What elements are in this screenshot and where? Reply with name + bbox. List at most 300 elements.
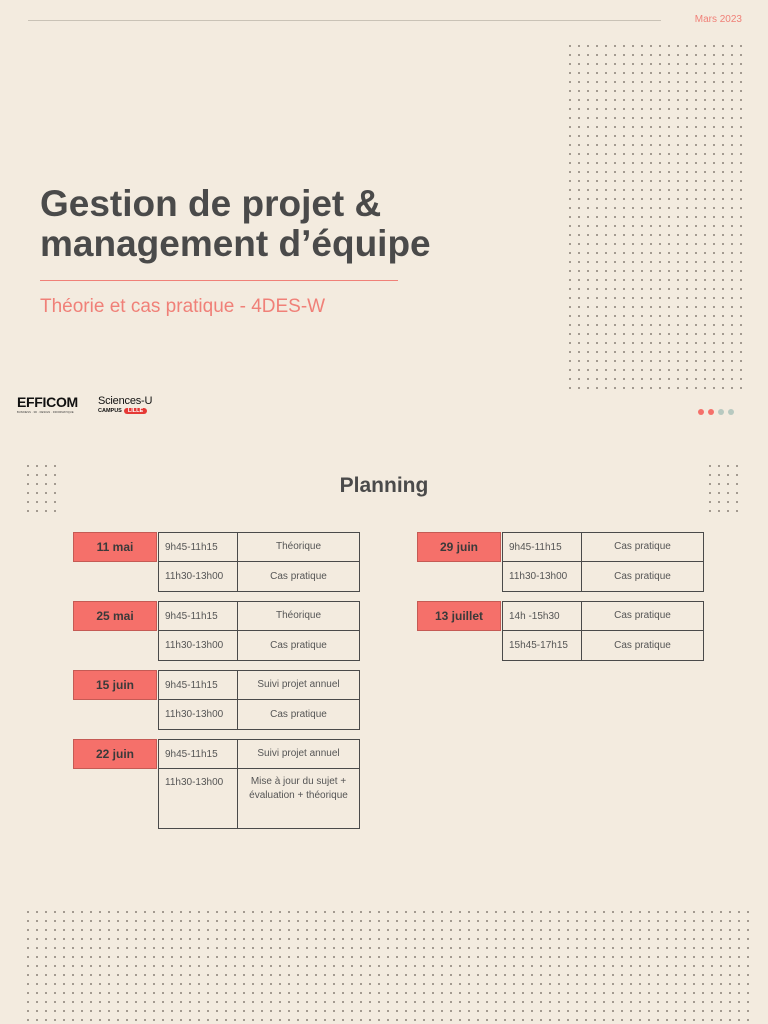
decorative-dot <box>405 965 407 967</box>
decorative-dot <box>747 965 749 967</box>
decorative-dot <box>369 974 371 976</box>
decorative-dot <box>261 1001 263 1003</box>
decorative-dot <box>396 938 398 940</box>
decorative-dot <box>587 252 589 254</box>
decorative-dot <box>558 1010 560 1012</box>
decorative-dot <box>569 144 571 146</box>
decorative-dot <box>677 54 679 56</box>
decorative-dot <box>605 198 607 200</box>
decorative-dot <box>612 965 614 967</box>
decorative-dot <box>153 974 155 976</box>
decorative-dot <box>36 956 38 958</box>
decorative-dot <box>540 992 542 994</box>
decorative-dot <box>668 297 670 299</box>
decorative-dot <box>351 947 353 949</box>
decorative-dot <box>731 135 733 137</box>
decorative-dot <box>288 947 290 949</box>
decorative-dot <box>540 1001 542 1003</box>
decorative-dot <box>567 956 569 958</box>
decorative-dot <box>731 54 733 56</box>
decorative-dot <box>612 911 614 913</box>
decorative-dot <box>569 243 571 245</box>
efficom-logo <box>17 395 87 414</box>
page-title-line-1: Gestion de projet & <box>40 183 382 224</box>
decorative-dot <box>704 243 706 245</box>
decorative-dot <box>477 938 479 940</box>
decorative-dot <box>605 54 607 56</box>
decorative-dot <box>594 911 596 913</box>
decorative-dot <box>666 1019 668 1021</box>
decorative-dot <box>641 90 643 92</box>
decorative-dot <box>549 1001 551 1003</box>
decorative-dot <box>677 342 679 344</box>
decorative-dot <box>693 965 695 967</box>
decorative-dot <box>587 162 589 164</box>
decorative-dot <box>578 81 580 83</box>
decorative-dot <box>704 288 706 290</box>
decorative-dot <box>513 956 515 958</box>
decorative-dot <box>243 938 245 940</box>
decorative-dot <box>117 992 119 994</box>
decorative-dot <box>495 956 497 958</box>
decorative-dot <box>596 225 598 227</box>
decorative-dot <box>659 270 661 272</box>
decorative-dot <box>659 126 661 128</box>
decorative-dot <box>614 252 616 254</box>
decorative-dot <box>315 947 317 949</box>
decorative-dot <box>740 54 742 56</box>
decorative-dot <box>261 929 263 931</box>
decorative-dot <box>675 974 677 976</box>
decorative-dot <box>596 279 598 281</box>
decorative-dot <box>234 929 236 931</box>
decorative-dot <box>558 983 560 985</box>
decorative-dot <box>729 1019 731 1021</box>
decorative-dot <box>567 1010 569 1012</box>
decorative-dot <box>747 956 749 958</box>
decorative-dot <box>423 983 425 985</box>
decorative-dot <box>695 207 697 209</box>
decorative-dot <box>432 1010 434 1012</box>
decorative-dot <box>702 947 704 949</box>
decorative-dot <box>587 207 589 209</box>
decorative-dot <box>722 153 724 155</box>
decorative-dot <box>587 189 589 191</box>
decorative-dot <box>450 983 452 985</box>
decorative-dot <box>405 929 407 931</box>
decorative-dot <box>198 992 200 994</box>
decorative-dot <box>713 243 715 245</box>
decorative-dot <box>684 947 686 949</box>
decorative-dot <box>387 938 389 940</box>
decorative-dot <box>578 288 580 290</box>
decorative-dot <box>659 279 661 281</box>
decorative-dot <box>567 947 569 949</box>
decorative-dot <box>740 90 742 92</box>
decorative-dot <box>216 911 218 913</box>
decorative-dot <box>668 216 670 218</box>
decorative-dot <box>171 1010 173 1012</box>
decorative-dot <box>587 351 589 353</box>
decorative-dot <box>702 965 704 967</box>
decorative-dot <box>659 351 661 353</box>
decorative-dot <box>351 1010 353 1012</box>
decorative-dot <box>668 333 670 335</box>
decorative-dot <box>450 974 452 976</box>
title-divider <box>40 280 398 281</box>
decorative-dot <box>614 189 616 191</box>
decorative-dot <box>713 126 715 128</box>
decorative-dot <box>90 911 92 913</box>
decorative-dot <box>695 270 697 272</box>
decorative-dot <box>504 947 506 949</box>
decorative-dot <box>63 1001 65 1003</box>
decorative-dot <box>198 965 200 967</box>
decorative-dot <box>441 974 443 976</box>
decorative-dot <box>54 974 56 976</box>
decorative-dot <box>695 63 697 65</box>
decorative-dot <box>495 911 497 913</box>
decorative-dot <box>650 288 652 290</box>
decorative-dot <box>747 911 749 913</box>
decorative-dot <box>659 216 661 218</box>
decorative-dot <box>650 351 652 353</box>
decorative-dot <box>171 938 173 940</box>
decorative-dot <box>450 1001 452 1003</box>
decorative-dot <box>641 387 643 389</box>
decorative-dot <box>45 938 47 940</box>
decorative-dot <box>693 974 695 976</box>
decorative-dot <box>216 965 218 967</box>
decorative-dot <box>207 992 209 994</box>
decorative-dot <box>324 1001 326 1003</box>
decorative-dot <box>297 974 299 976</box>
decorative-dot <box>423 938 425 940</box>
decorative-dot <box>641 225 643 227</box>
decorative-dot <box>722 333 724 335</box>
decorative-dot <box>569 342 571 344</box>
decorative-dot <box>614 360 616 362</box>
decorative-dot <box>567 920 569 922</box>
decorative-dot <box>677 144 679 146</box>
decorative-dot <box>740 306 742 308</box>
decorative-dot <box>423 1010 425 1012</box>
decorative-dot <box>45 929 47 931</box>
decorative-dot <box>668 144 670 146</box>
decorative-dot <box>686 387 688 389</box>
decorative-dot <box>441 947 443 949</box>
decorative-dot <box>623 72 625 74</box>
decorative-dot <box>605 180 607 182</box>
decorative-dot <box>90 947 92 949</box>
decorative-dot <box>504 992 506 994</box>
decorative-dot <box>396 965 398 967</box>
decorative-dot <box>207 956 209 958</box>
decorative-dot <box>587 99 589 101</box>
decorative-dot <box>99 938 101 940</box>
decorative-dot <box>695 279 697 281</box>
decorative-dot <box>396 920 398 922</box>
decorative-dot <box>668 90 670 92</box>
decorative-dot <box>513 974 515 976</box>
decorative-dot <box>270 1019 272 1021</box>
decorative-dot <box>450 929 452 931</box>
decorative-dot <box>162 965 164 967</box>
decorative-dot <box>198 1019 200 1021</box>
decorative-dot <box>740 234 742 236</box>
decorative-dot <box>306 983 308 985</box>
decorative-dot <box>414 1001 416 1003</box>
decorative-dot <box>596 261 598 263</box>
decorative-dot <box>108 992 110 994</box>
decorative-dot <box>632 288 634 290</box>
decorative-dot <box>459 920 461 922</box>
decorative-dot <box>513 938 515 940</box>
decorative-dot <box>27 983 29 985</box>
decorative-dot <box>54 1019 56 1021</box>
campus-label: CAMPUS <box>98 408 122 414</box>
decorative-dot <box>540 1010 542 1012</box>
decorative-dot <box>641 360 643 362</box>
decorative-dot <box>713 54 715 56</box>
decorative-dot <box>513 929 515 931</box>
decorative-dot <box>189 974 191 976</box>
decorative-dot <box>677 270 679 272</box>
decorative-dot <box>736 465 738 467</box>
decorative-dot <box>713 378 715 380</box>
decorative-dot <box>704 189 706 191</box>
decorative-dot <box>576 929 578 931</box>
decorative-dot <box>522 920 524 922</box>
decorative-dot <box>414 974 416 976</box>
decorative-dot <box>387 920 389 922</box>
decorative-dot <box>677 153 679 155</box>
decorative-dot <box>207 965 209 967</box>
decorative-dot <box>623 162 625 164</box>
decorative-dot <box>99 920 101 922</box>
decorative-dot <box>632 360 634 362</box>
decorative-dot <box>225 1001 227 1003</box>
decorative-dot <box>713 171 715 173</box>
decorative-dot <box>216 956 218 958</box>
decorative-dot <box>713 135 715 137</box>
decorative-dot <box>639 974 641 976</box>
decorative-dot <box>650 306 652 308</box>
decorative-dot <box>297 920 299 922</box>
decorative-dot <box>225 947 227 949</box>
decorative-dot <box>171 992 173 994</box>
decorative-dot <box>659 54 661 56</box>
decorative-dot <box>468 929 470 931</box>
decorative-dot <box>713 234 715 236</box>
decorative-dot <box>648 992 650 994</box>
session-date: 25 mai <box>73 601 157 631</box>
decorative-dot <box>621 911 623 913</box>
decorative-dot <box>675 947 677 949</box>
decorative-dot <box>569 360 571 362</box>
decorative-dot <box>632 135 634 137</box>
decorative-dot <box>641 216 643 218</box>
decorative-dot <box>648 938 650 940</box>
decorative-dot <box>99 1010 101 1012</box>
decorative-dot <box>729 965 731 967</box>
decorative-dot <box>668 342 670 344</box>
decorative-dot <box>677 90 679 92</box>
decorative-dot <box>686 135 688 137</box>
decorative-dot <box>153 992 155 994</box>
decorative-dot <box>522 983 524 985</box>
decorative-dot <box>513 1001 515 1003</box>
decorative-dot <box>623 108 625 110</box>
decorative-dot <box>108 1019 110 1021</box>
decorative-dot <box>54 929 56 931</box>
page-indicator-dot <box>728 409 734 415</box>
decorative-dot <box>713 180 715 182</box>
decorative-dot <box>630 965 632 967</box>
decorative-dot <box>731 81 733 83</box>
decorative-dot <box>731 180 733 182</box>
decorative-dot <box>729 929 731 931</box>
decorative-dot <box>720 983 722 985</box>
decorative-dot <box>650 279 652 281</box>
decorative-dot <box>722 180 724 182</box>
decorative-dot <box>578 99 580 101</box>
decorative-dot <box>666 1010 668 1012</box>
decorative-dot <box>596 108 598 110</box>
decorative-dot <box>614 270 616 272</box>
decorative-dot <box>198 974 200 976</box>
decorative-dot <box>531 956 533 958</box>
decorative-dot <box>27 920 29 922</box>
decorative-dot <box>668 108 670 110</box>
decorative-dot <box>27 965 29 967</box>
decorative-dot <box>648 956 650 958</box>
decorative-dot <box>234 911 236 913</box>
decorative-dot <box>288 965 290 967</box>
decorative-dot <box>639 1019 641 1021</box>
decorative-dot <box>704 369 706 371</box>
decorative-dot <box>641 333 643 335</box>
decorative-dot <box>668 81 670 83</box>
decorative-dot <box>180 947 182 949</box>
decorative-dot <box>90 1010 92 1012</box>
decorative-dot <box>666 974 668 976</box>
decorative-dot <box>711 911 713 913</box>
decorative-dot <box>54 510 56 512</box>
decorative-dot <box>713 144 715 146</box>
decorative-dot <box>288 974 290 976</box>
decorative-dot <box>596 162 598 164</box>
decorative-dot <box>36 938 38 940</box>
decorative-dot <box>63 974 65 976</box>
decorative-dot <box>333 1019 335 1021</box>
decorative-dot <box>695 144 697 146</box>
decorative-dot <box>704 117 706 119</box>
decorative-dot <box>189 1019 191 1021</box>
decorative-dot <box>513 992 515 994</box>
decorative-dot <box>722 45 724 47</box>
decorative-dot <box>594 983 596 985</box>
decorative-dot <box>684 992 686 994</box>
decorative-dot <box>578 144 580 146</box>
decorative-dot <box>686 252 688 254</box>
decorative-dot <box>659 171 661 173</box>
decorative-dot <box>135 965 137 967</box>
decorative-dot <box>740 324 742 326</box>
decorative-dot <box>650 297 652 299</box>
decorative-dot <box>668 324 670 326</box>
decorative-dot <box>684 1010 686 1012</box>
decorative-dot <box>596 90 598 92</box>
decorative-dot <box>729 974 731 976</box>
decorative-dot <box>612 992 614 994</box>
decorative-dot <box>612 938 614 940</box>
decorative-dot <box>722 144 724 146</box>
decorative-dot <box>659 198 661 200</box>
decorative-dot <box>596 387 598 389</box>
decorative-dot <box>153 983 155 985</box>
decorative-dot <box>495 947 497 949</box>
decorative-dot <box>531 1010 533 1012</box>
decorative-dot <box>695 351 697 353</box>
decorative-dot <box>713 261 715 263</box>
decorative-dot <box>369 965 371 967</box>
decorative-dot <box>153 920 155 922</box>
page-indicator-dot <box>708 409 714 415</box>
decorative-dot <box>171 974 173 976</box>
decorative-dot <box>306 911 308 913</box>
decorative-dot <box>585 911 587 913</box>
decorative-dot <box>614 153 616 155</box>
decorative-dot <box>225 956 227 958</box>
decorative-dot <box>99 929 101 931</box>
decorative-dot <box>360 974 362 976</box>
decorative-dot <box>623 207 625 209</box>
decorative-dot <box>695 234 697 236</box>
decorative-dot <box>72 947 74 949</box>
decorative-dot <box>578 279 580 281</box>
decorative-dot <box>360 1001 362 1003</box>
decorative-dot <box>189 965 191 967</box>
decorative-dot <box>632 207 634 209</box>
decorative-dot <box>713 288 715 290</box>
decorative-dot <box>720 911 722 913</box>
decorative-dot <box>686 315 688 317</box>
decorative-dot <box>306 1010 308 1012</box>
decorative-dot <box>711 983 713 985</box>
decorative-dot <box>686 144 688 146</box>
decorative-dot <box>740 387 742 389</box>
decorative-dot <box>623 360 625 362</box>
decorative-dot <box>576 974 578 976</box>
decorative-dot <box>234 947 236 949</box>
decorative-dot <box>351 920 353 922</box>
decorative-dot <box>306 1001 308 1003</box>
decorative-dot <box>441 938 443 940</box>
decorative-dot <box>531 1001 533 1003</box>
decorative-dot <box>180 992 182 994</box>
decorative-dot <box>704 270 706 272</box>
decorative-dot <box>702 983 704 985</box>
decorative-dot <box>180 1019 182 1021</box>
decorative-dot <box>540 956 542 958</box>
decorative-dot <box>279 938 281 940</box>
decorative-dot <box>659 324 661 326</box>
decorative-dot <box>315 965 317 967</box>
decorative-dot <box>459 911 461 913</box>
decorative-dot <box>405 938 407 940</box>
decorative-dot <box>153 1010 155 1012</box>
